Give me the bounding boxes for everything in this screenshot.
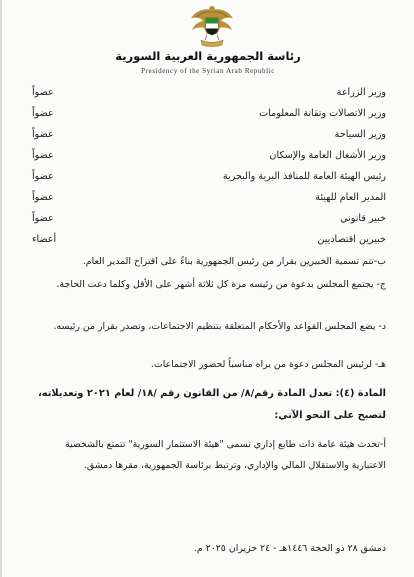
org-name-arabic: رئاسة الجمهورية العربية السورية: [115, 49, 301, 63]
member-row: [32, 168, 386, 189]
member-row: [32, 231, 386, 252]
member-row: [32, 105, 386, 126]
member-row: [32, 147, 386, 168]
member-role: عضواً: [32, 192, 54, 203]
member-name: المدير العام للهيئة: [315, 192, 386, 203]
syrian-eagle-emblem-icon: [189, 4, 235, 48]
paragraph-d: د- يضع المجلس القواعد والأحكام المتعلقة بتنظيم الاجتماعات، وتصدر بقرار من رئيسه.: [53, 321, 386, 332]
document-date: دمشق ٢٨ ذو الحجة ١٤٤٦هـ - ٢٤ حزيران ٢٠٢٥ م.: [193, 543, 386, 554]
member-role: أعضاء: [32, 234, 57, 245]
member-role: عضواً: [32, 150, 54, 161]
member-name: وزير الزراعة: [336, 87, 386, 98]
council-members-list: [32, 84, 386, 252]
member-name: وزير الأشغال العامة والإسكان: [269, 150, 386, 161]
member-row: [32, 84, 386, 105]
letterhead: [2, 0, 414, 82]
member-role: عضواً: [32, 87, 54, 98]
member-role: عضواً: [32, 129, 54, 140]
member-row: [32, 126, 386, 147]
article-4-body: أ-تحدث هيئة عامة ذات طابع إداري تسمى "هيئة الاستثمار السورية" تتمتع بالشخصية الاعتبارية والاستقلال المالي والإداري، وترتبط برئاسة الجمهورية، مقرها دمشق.: [64, 439, 386, 471]
member-name: رئيس الهيئة العامة للمنافذ البرية والبحرية: [222, 171, 386, 182]
paragraph-c: ج- يجتمع المجلس بدعوة من رئيسه مرة كل ثلاثة أشهر على الأقل وكلما دعت الحاجة.: [56, 279, 386, 290]
paragraph-b: ب-تتم تسمية الخبيرين بقرار من رئيس الجمهورية بناءً على اقتراح المدير العام.: [82, 256, 386, 267]
member-name: خبير قانوني: [340, 213, 386, 224]
article-4-heading: المادة (٤): تعدل المادة رقم/٨/ من القانون رقم /١٨/ لعام ٢٠٢١ وتعديلاته، لتصبح على النحو الآتي:: [38, 388, 386, 421]
member-row: [32, 189, 386, 210]
member-role: عضواً: [32, 108, 54, 119]
member-row: [32, 210, 386, 231]
member-name: وزير الاتصالات وتقانة المعلومات: [259, 108, 386, 119]
member-role: عضواً: [32, 213, 54, 224]
member-name: وزير السياحة: [334, 129, 386, 140]
org-name-english: Presidency of the Syrian Arab Republic: [141, 67, 275, 75]
member-name: خبيرين اقتصاديين: [317, 234, 386, 245]
paragraph-h: هـ- لرئيس المجلس دعوة من يراه مناسباً لحضور الاجتماعات.: [150, 359, 386, 370]
member-role: عضواً: [32, 171, 54, 182]
